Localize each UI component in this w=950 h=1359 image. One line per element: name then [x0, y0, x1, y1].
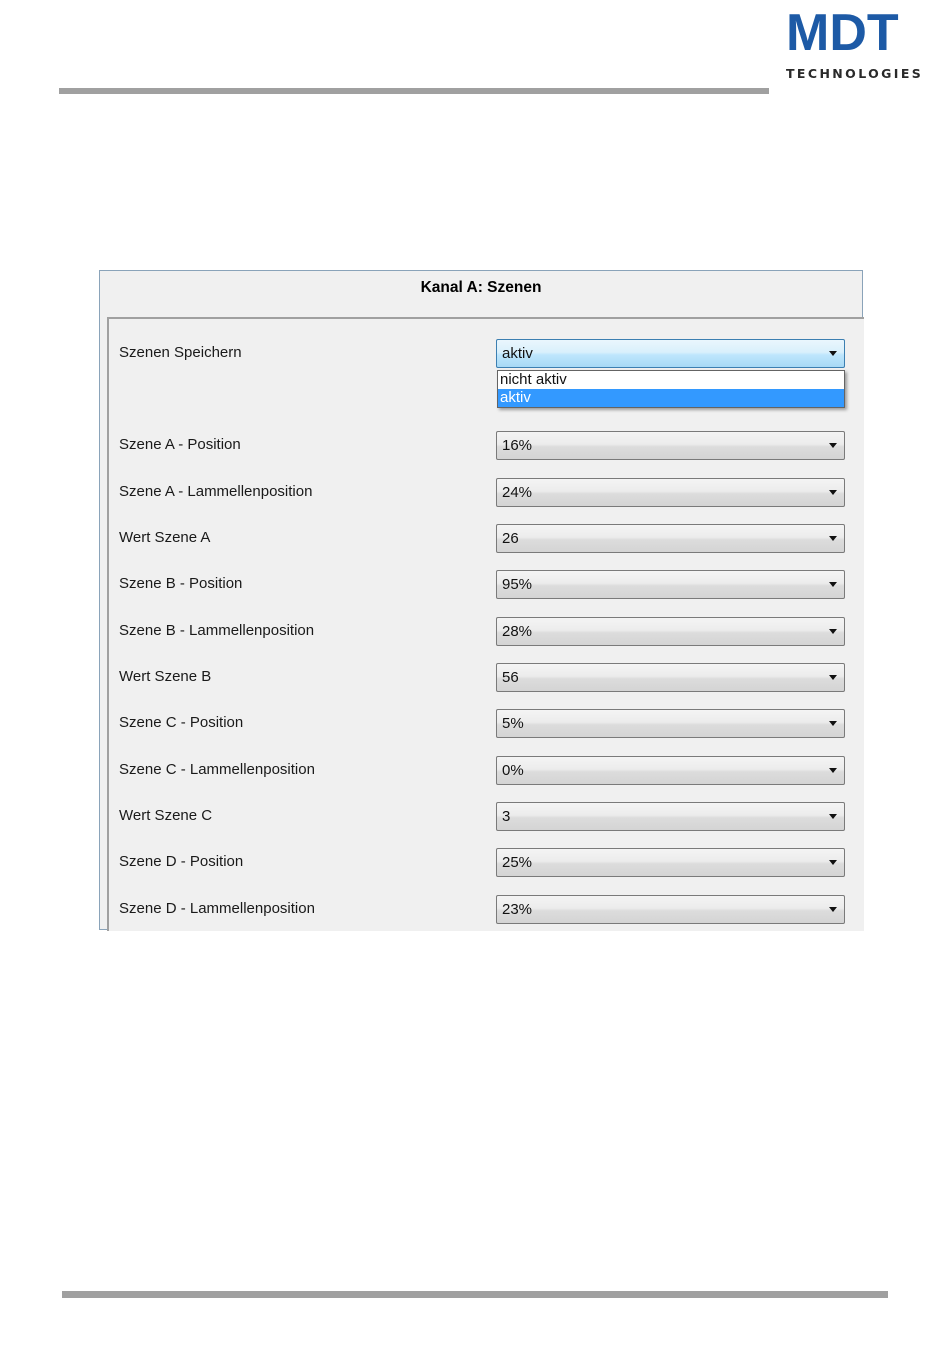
scene-store-label: Szenen Speichern: [119, 344, 242, 361]
chevron-down-icon[interactable]: [829, 582, 837, 587]
chevron-down-icon[interactable]: [829, 443, 837, 448]
row-label: Szene C - Position: [119, 714, 244, 731]
option-nicht-aktiv[interactable]: nicht aktiv: [500, 371, 567, 388]
row-label: Szene D - Position: [119, 853, 244, 870]
chevron-down-icon[interactable]: [829, 814, 837, 819]
chevron-down-icon[interactable]: [829, 675, 837, 680]
scene-b-value-select[interactable]: [496, 663, 845, 692]
select-value: 28%: [502, 623, 533, 640]
scene-c-position-select[interactable]: [496, 709, 845, 738]
scene-c-slat-select[interactable]: [496, 756, 845, 785]
scene-d-position-select[interactable]: [496, 848, 845, 877]
chevron-down-icon[interactable]: [829, 768, 837, 773]
row-label: Wert Szene C: [119, 807, 213, 824]
select-value: 16%: [502, 437, 533, 454]
parameter-panel: [107, 317, 864, 931]
footer-divider: [62, 1291, 888, 1298]
chevron-down-icon[interactable]: [829, 721, 837, 726]
dialog-title: Kanal A: Szenen: [420, 279, 542, 296]
select-value: 95%: [502, 576, 533, 593]
scene-a-value-select[interactable]: [496, 524, 845, 553]
select-value: 23%: [502, 901, 533, 918]
option-aktiv[interactable]: aktiv: [498, 389, 844, 407]
row-label: Szene B - Lammellenposition: [119, 622, 315, 639]
row-label: Szene C - Lammellenposition: [119, 761, 315, 778]
scene-b-slat-select[interactable]: [496, 617, 845, 646]
chevron-down-icon[interactable]: [829, 907, 837, 912]
select-value: 3: [502, 808, 511, 825]
logo-brand: MDT: [786, 4, 899, 62]
row-label: Szene A - Position: [119, 436, 241, 453]
logo-subtitle: TECHNOLOGIES: [786, 66, 924, 81]
select-value: 25%: [502, 854, 533, 871]
row-label: Szene A - Lammellenposition: [119, 483, 313, 500]
scene-b-position-select[interactable]: [496, 570, 845, 599]
select-value: 26: [502, 530, 519, 547]
scene-a-slat-select[interactable]: [496, 478, 845, 507]
select-value: 0%: [502, 762, 524, 779]
row-label: Szene D - Lammellenposition: [119, 900, 315, 917]
chevron-down-icon[interactable]: [829, 490, 837, 495]
scene-store-value: aktiv: [502, 345, 533, 362]
chevron-down-icon[interactable]: [829, 860, 837, 865]
chevron-down-icon[interactable]: [829, 629, 837, 634]
select-value: 24%: [502, 484, 533, 501]
row-label: Wert Szene A: [119, 529, 211, 546]
chevron-down-icon[interactable]: [829, 351, 837, 356]
scene-c-value-select[interactable]: [496, 802, 845, 831]
row-label: Szene B - Position: [119, 575, 243, 592]
select-value: 56: [502, 669, 519, 686]
mdt-logo: [786, 4, 928, 82]
scene-store-dropdown-list: [497, 370, 845, 408]
scene-d-slat-select[interactable]: [496, 895, 845, 924]
row-label: Wert Szene B: [119, 668, 212, 685]
scenes-dialog: [99, 270, 863, 930]
scene-a-position-select[interactable]: [496, 431, 845, 460]
scene-store-select[interactable]: [496, 339, 845, 368]
header-divider: [59, 88, 769, 94]
chevron-down-icon[interactable]: [829, 536, 837, 541]
select-value: 5%: [502, 715, 524, 732]
